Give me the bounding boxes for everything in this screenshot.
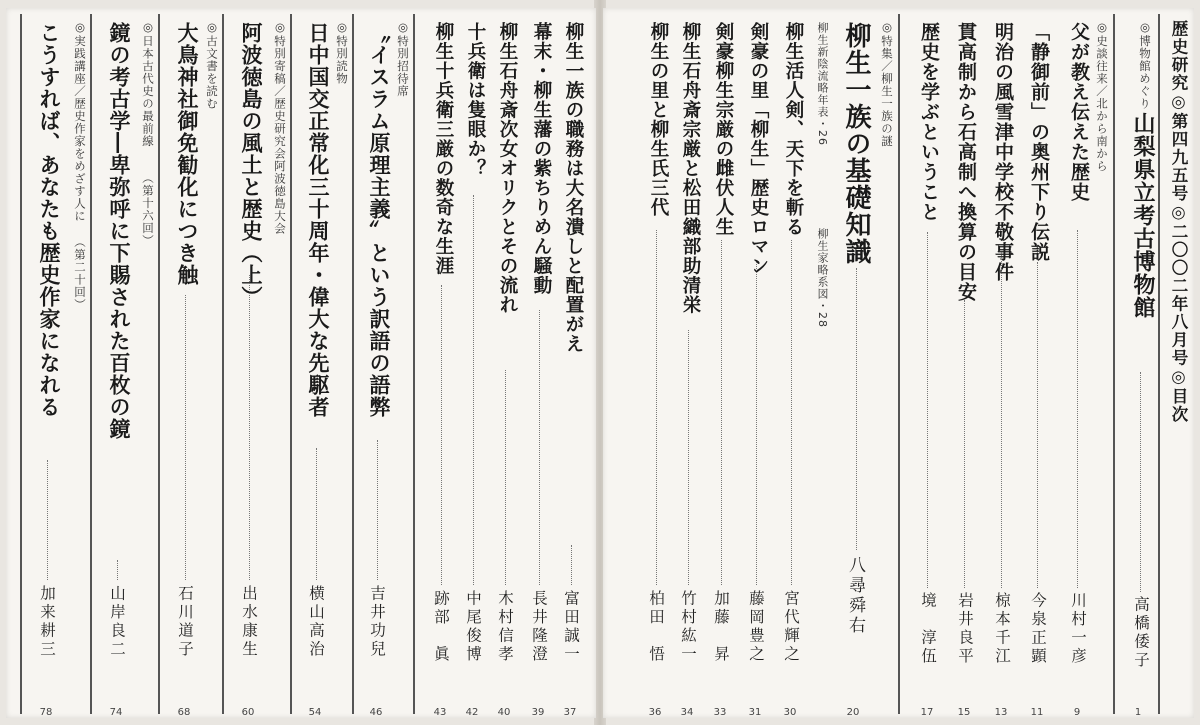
feature-item-author-2: 藤岡豊之 bbox=[747, 590, 765, 664]
feature-item-author-4: 竹村紘一 bbox=[679, 590, 697, 664]
leader bbox=[1037, 262, 1038, 588]
page-number: 15 bbox=[957, 707, 971, 718]
leader bbox=[688, 330, 689, 585]
shidan-author-3: 椋本千江 bbox=[993, 592, 1011, 666]
feature-item-title-2: 剣豪の里「柳生」歴史ロマン bbox=[748, 22, 769, 276]
page-number: 33 bbox=[713, 707, 727, 718]
feature-item-title-9: 十兵衛は隻眼か？ bbox=[465, 22, 486, 178]
feature-item-title-7: 幕末・柳生藩の紫ちりめん騒動 bbox=[531, 22, 552, 295]
shidan-author-2: 今泉正顕 bbox=[1029, 592, 1047, 666]
page-number: 60 bbox=[241, 707, 255, 718]
leader bbox=[185, 295, 186, 580]
leader bbox=[117, 560, 118, 580]
ancient-section: ◎日本古代史の最前線 bbox=[141, 20, 155, 148]
invite-title: 〝イスラム原理主義〟という訳語の語弊 bbox=[367, 22, 392, 418]
awa-section: ◎特別寄稿／歴史研究会阿波徳島大会 bbox=[273, 20, 287, 235]
practice-section: ◎実践講座／歴史作家をめざす人に bbox=[73, 20, 87, 223]
leader bbox=[1077, 230, 1078, 588]
shidan-author-4: 岩井良平 bbox=[956, 592, 974, 666]
feature-item-author-7: 長井隆澄 bbox=[530, 590, 548, 664]
leader bbox=[1001, 252, 1002, 588]
feature-chronology: 柳生新陰流略年表・26 bbox=[816, 22, 829, 146]
shidan-section: ◎史談往来／北から南から bbox=[1095, 20, 1109, 173]
leader bbox=[964, 300, 965, 588]
feature-section: ◎特集／柳生一族の謎 bbox=[880, 20, 894, 148]
feature-item-title-10: 柳生十兵衛三厳の数奇な生涯 bbox=[433, 22, 454, 276]
leader bbox=[721, 240, 722, 585]
page-number: 36 bbox=[648, 707, 662, 718]
shidan-title-1: 父が教え伝えた歴史 bbox=[1068, 22, 1090, 202]
section-rule bbox=[898, 14, 900, 714]
awa-title: 阿波徳島の風土と歴史（上） bbox=[239, 22, 264, 308]
feature-item-author-9: 中尾俊博 bbox=[464, 590, 482, 664]
practice-sub: （第二十回） bbox=[73, 236, 87, 311]
page-number: 30 bbox=[783, 707, 797, 718]
page-number: 37 bbox=[563, 707, 577, 718]
page-number: 43 bbox=[433, 707, 447, 718]
museum-title: 山梨県立考古博物館 bbox=[1130, 112, 1156, 319]
page-number: 40 bbox=[497, 707, 511, 718]
leader bbox=[791, 240, 792, 585]
section-rule bbox=[413, 14, 415, 714]
section-rule bbox=[222, 14, 224, 714]
section-rule bbox=[20, 14, 22, 714]
leader bbox=[316, 448, 317, 580]
practice-author: 加来耕三 bbox=[38, 585, 56, 659]
page-number: 13 bbox=[994, 707, 1008, 718]
page-number: 68 bbox=[177, 707, 191, 718]
special-read-section: ◎特別読物 bbox=[335, 20, 349, 85]
page-number: 9 bbox=[1073, 707, 1081, 718]
section-rule bbox=[158, 14, 160, 714]
leader bbox=[1140, 372, 1141, 592]
page-number: 34 bbox=[680, 707, 694, 718]
awa-author: 出水康生 bbox=[240, 585, 258, 659]
feature-author: 八尋舜右 bbox=[845, 556, 865, 636]
feature-item-title-6: 柳生一族の職務は大名潰しと配置がえ bbox=[563, 22, 584, 354]
feature-item-author-8: 木村信孝 bbox=[496, 590, 514, 664]
leader bbox=[539, 310, 540, 585]
ancient-sub: （第十六回） bbox=[141, 172, 155, 247]
feature-item-title-5: 柳生の里と柳生氏三代 bbox=[648, 22, 669, 217]
leader bbox=[856, 268, 857, 550]
leader bbox=[47, 460, 48, 580]
section-rule bbox=[290, 14, 292, 714]
feature-item-author-1: 宮代輝之 bbox=[782, 590, 800, 664]
page-number: 42 bbox=[465, 707, 479, 718]
page-number: 39 bbox=[531, 707, 545, 718]
special-read-author: 横山高治 bbox=[307, 585, 325, 659]
feature-item-author-3: 加藤 昇 bbox=[712, 590, 730, 664]
page-number: 78 bbox=[39, 707, 53, 718]
page-number: 17 bbox=[920, 707, 934, 718]
feature-item-title-8: 柳生石舟斎次女オリクとその流れ bbox=[497, 22, 518, 315]
feature-item-title-1: 柳生活人剣、天下を斬る bbox=[783, 22, 804, 237]
page-number: 1 bbox=[1134, 707, 1142, 718]
feature-item-author-6: 富田誠一 bbox=[562, 590, 580, 664]
section-rule bbox=[352, 14, 354, 714]
komonjo-title: 大鳥神社御免勧化につき触 bbox=[175, 22, 200, 286]
leader bbox=[656, 230, 657, 585]
leader bbox=[377, 440, 378, 580]
feature-item-author-5: 柏田 悟 bbox=[647, 590, 665, 664]
magazine-header: 歴史研究◎第四九五号◎二〇〇二年八月号◎目次 bbox=[1169, 20, 1188, 424]
ancient-title: 鏡の考古学―卑弥呼に下賜された百枚の鏡 bbox=[107, 22, 132, 440]
shidan-title-3: 明治の風雪津中学校不敬事件 bbox=[992, 22, 1014, 282]
page-number: 74 bbox=[109, 707, 123, 718]
museum-author: 高橋倭子 bbox=[1132, 596, 1150, 670]
feature-item-author-10: 跡部 眞 bbox=[432, 590, 450, 664]
page-number: 54 bbox=[308, 707, 322, 718]
feature-title: 柳生一族の基礎知識 bbox=[841, 22, 871, 265]
section-rule bbox=[1113, 14, 1115, 714]
museum-section: ◎博物館めぐり bbox=[1138, 20, 1152, 110]
feature-item-title-3: 剣豪柳生宗厳の雌伏人生 bbox=[713, 22, 734, 237]
leader bbox=[505, 370, 506, 585]
shidan-title-2: 「静御前」の奥州下り伝説 bbox=[1028, 22, 1050, 262]
section-rule bbox=[90, 14, 92, 714]
page-number: 11 bbox=[1030, 707, 1044, 718]
shidan-title-4: 貫高制から石高制へ換算の目安 bbox=[955, 22, 977, 302]
invite-section: ◎特別招待席 bbox=[396, 20, 410, 98]
komonjo-author: 石川道子 bbox=[176, 585, 194, 659]
shidan-author-5: 境 淳伍 bbox=[919, 592, 937, 666]
invite-author: 吉井功兒 bbox=[368, 585, 386, 659]
page-number: 31 bbox=[748, 707, 762, 718]
leader bbox=[571, 545, 572, 585]
leader bbox=[249, 275, 250, 580]
shidan-title-5: 歴史を学ぶということ bbox=[918, 22, 940, 222]
page-number: 20 bbox=[846, 707, 860, 718]
leader bbox=[756, 262, 757, 585]
shidan-author-1: 川村一彦 bbox=[1069, 592, 1087, 666]
leader bbox=[441, 285, 442, 585]
leader bbox=[473, 195, 474, 585]
leader bbox=[927, 232, 928, 588]
ancient-author: 山岸良二 bbox=[108, 585, 126, 659]
practice-title: こうすれば、あなたも歴史作家になれる bbox=[37, 22, 62, 418]
feature-genealogy: 柳生家略系図・28 bbox=[816, 228, 829, 328]
feature-item-title-4: 柳生石舟斎宗厳と松田織部助清栄 bbox=[680, 22, 701, 315]
special-read-title: 日中国交正常化三十周年・偉大な先駆者 bbox=[306, 22, 331, 418]
page-number: 46 bbox=[369, 707, 383, 718]
komonjo-section: ◎古文書を読む bbox=[205, 20, 219, 110]
